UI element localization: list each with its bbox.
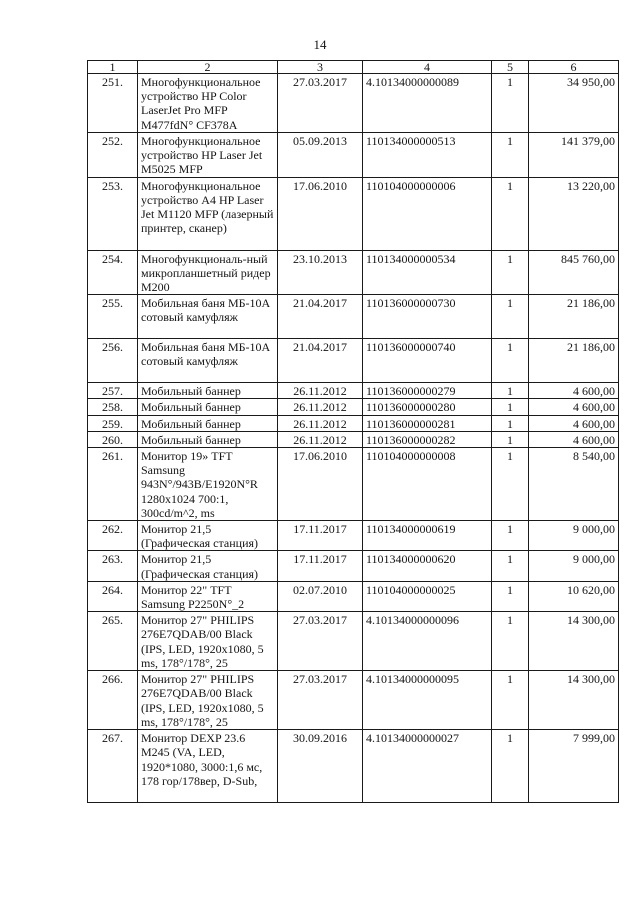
acquisition-date: 02.07.2010 [278,581,363,611]
item-name: Мобильный баннер [138,415,278,431]
item-name: Мобильный баннер [138,383,278,399]
row-number: 259. [88,415,138,431]
item-name: Мобильный баннер [138,431,278,447]
quantity: 1 [492,74,529,133]
table-row [88,431,619,447]
row-number: 255. [88,295,138,339]
table-header-row [88,61,619,74]
column-header: 5 [492,61,529,74]
item-name: Многофункциональное устройство HP Laser Jet M5025 MFP [138,133,278,178]
table-row [88,730,619,803]
table-row [88,581,619,611]
inventory-code: 110134000000534 [363,250,492,295]
cost-value: 9 000,00 [529,521,619,551]
acquisition-date: 27.03.2017 [278,74,363,133]
acquisition-date: 17.11.2017 [278,551,363,581]
cost-value: 4 600,00 [529,399,619,415]
row-number: 264. [88,581,138,611]
table-row [88,551,619,581]
quantity: 1 [492,521,529,551]
acquisition-date: 26.11.2012 [278,383,363,399]
table-row [88,671,619,730]
inventory-code: 110134000000619 [363,521,492,551]
inventory-code: 110136000000279 [363,383,492,399]
acquisition-date: 27.03.2017 [278,612,363,671]
inventory-code: 110136000000282 [363,431,492,447]
item-name: Монитор 22" TFT Samsung P2250N°_2 [138,581,278,611]
cost-value: 21 186,00 [529,295,619,339]
row-number: 261. [88,448,138,521]
acquisition-date: 21.04.2017 [278,339,363,383]
row-number: 253. [88,177,138,250]
table-row [88,250,619,295]
quantity: 1 [492,339,529,383]
table-row [88,415,619,431]
inventory-code: 110136000000730 [363,295,492,339]
cost-value: 9 000,00 [529,551,619,581]
column-header: 2 [138,61,278,74]
acquisition-date: 23.10.2013 [278,250,363,295]
quantity: 1 [492,383,529,399]
row-number: 251. [88,74,138,133]
cost-value: 34 950,00 [529,74,619,133]
row-number: 252. [88,133,138,178]
quantity: 1 [492,399,529,415]
acquisition-date: 30.09.2016 [278,730,363,803]
cost-value: 14 300,00 [529,612,619,671]
column-header: 4 [363,61,492,74]
column-header: 6 [529,61,619,74]
column-header: 3 [278,61,363,74]
item-name: Монитор DEXP 23.6 M245 (VA, LED, 1920*1080, 3000:1,6 мс, 178 гор/178вер, D-Sub, [138,730,278,803]
table-row [88,133,619,178]
quantity: 1 [492,431,529,447]
cost-value: 14 300,00 [529,671,619,730]
inventory-code: 110136000000740 [363,339,492,383]
row-number: 254. [88,250,138,295]
cost-value: 10 620,00 [529,581,619,611]
quantity: 1 [492,295,529,339]
row-number: 262. [88,521,138,551]
inventory-code: 4.10134000000096 [363,612,492,671]
item-name: Многофункциональ-ный микропланшетный ридер M200 [138,250,278,295]
row-number: 265. [88,612,138,671]
table-row [88,399,619,415]
acquisition-date: 17.11.2017 [278,521,363,551]
table-row [88,383,619,399]
cost-value: 13 220,00 [529,177,619,250]
acquisition-date: 17.06.2010 [278,448,363,521]
row-number: 260. [88,431,138,447]
page-number: 14 [313,37,327,52]
row-number: 256. [88,339,138,383]
quantity: 1 [492,612,529,671]
inventory-code: 4.10134000000027 [363,730,492,803]
acquisition-date: 27.03.2017 [278,671,363,730]
quantity: 1 [492,671,529,730]
row-number: 257. [88,383,138,399]
column-header: 1 [88,61,138,74]
quantity: 1 [492,730,529,803]
item-name: Монитор 21,5 (Графическая станция) [138,521,278,551]
table-row [88,448,619,521]
inventory-table [87,60,619,803]
quantity: 1 [492,177,529,250]
table-row [88,521,619,551]
quantity: 1 [492,415,529,431]
inventory-code: 110134000000513 [363,133,492,178]
cost-value: 4 600,00 [529,383,619,399]
quantity: 1 [492,448,529,521]
item-name: Монитор 27" PHILIPS 276E7QDAB/00 Black (IPS, LED, 1920x1080, 5 ms, 178°/178°, 25 [138,671,278,730]
cost-value: 4 600,00 [529,415,619,431]
acquisition-date: 26.11.2012 [278,399,363,415]
item-name: Мобильный баннер [138,399,278,415]
row-number: 266. [88,671,138,730]
cost-value: 4 600,00 [529,431,619,447]
row-number: 263. [88,551,138,581]
cost-value: 21 186,00 [529,339,619,383]
inventory-code: 4.10134000000089 [363,74,492,133]
quantity: 1 [492,250,529,295]
table-row [88,295,619,339]
inventory-code: 110104000000006 [363,177,492,250]
acquisition-date: 26.11.2012 [278,415,363,431]
acquisition-date: 26.11.2012 [278,431,363,447]
inventory-code: 110134000000620 [363,551,492,581]
table-row [88,177,619,250]
inventory-code: 110136000000281 [363,415,492,431]
table-row [88,612,619,671]
acquisition-date: 21.04.2017 [278,295,363,339]
table-row [88,74,619,133]
quantity: 1 [492,551,529,581]
cost-value: 845 760,00 [529,250,619,295]
acquisition-date: 17.06.2010 [278,177,363,250]
inventory-code: 110104000000025 [363,581,492,611]
row-number: 258. [88,399,138,415]
item-name: Мобильная баня МБ-10А сотовый камуфляж [138,295,278,339]
item-name: Многофункциональное устройство A4 HP Laser Jet M1120 MFP (лазерный принтер, сканер) [138,177,278,250]
item-name: Многофункциональное устройство HP Color LaserJet Pro MFP M477fdN° CF378A [138,74,278,133]
cost-value: 7 999,00 [529,730,619,803]
cost-value: 8 540,00 [529,448,619,521]
item-name: Монитор 19» TFT Samsung 943N°/943B/E1920N°R 1280x1024 700:1, 300cd/m^2, ms [138,448,278,521]
inventory-code: 4.10134000000095 [363,671,492,730]
item-name: Монитор 21,5 (Графическая станция) [138,551,278,581]
inventory-code: 110104000000008 [363,448,492,521]
item-name: Монитор 27" PHILIPS 276E7QDAB/00 Black (IPS, LED, 1920x1080, 5 ms, 178°/178°, 25 [138,612,278,671]
quantity: 1 [492,133,529,178]
item-name: Мобильная баня МБ-10А сотовый камуфляж [138,339,278,383]
inventory-code: 110136000000280 [363,399,492,415]
row-number: 267. [88,730,138,803]
table-row [88,339,619,383]
cost-value: 141 379,00 [529,133,619,178]
quantity: 1 [492,581,529,611]
acquisition-date: 05.09.2013 [278,133,363,178]
